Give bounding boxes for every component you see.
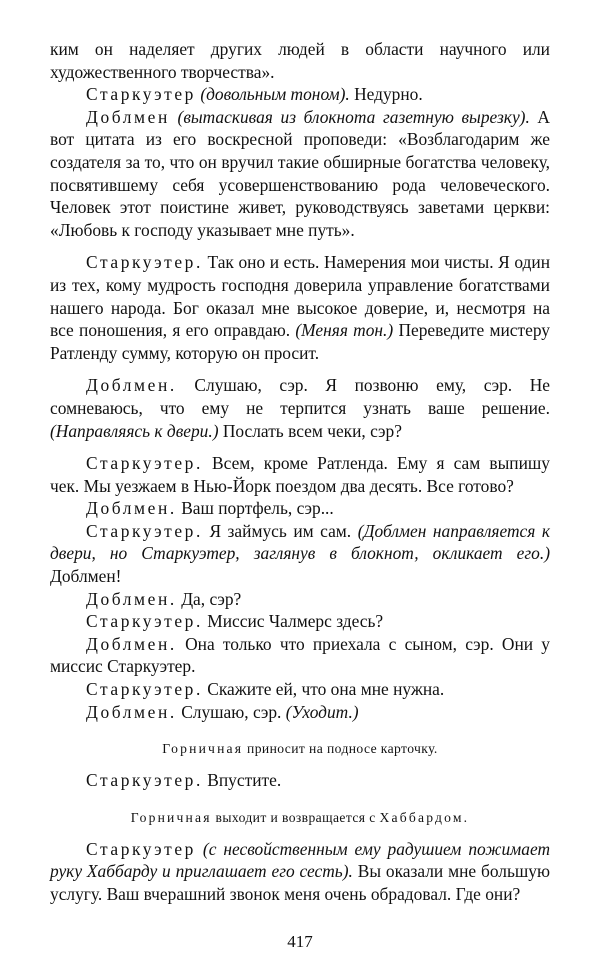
dialogue-paragraph xyxy=(50,769,550,792)
dialogue-paragraph xyxy=(50,38,550,83)
speaker-name: Доблмен. xyxy=(86,498,177,519)
stage-direction xyxy=(50,808,550,828)
dialogue-paragraph xyxy=(50,83,550,106)
dialogue-paragraph xyxy=(50,678,550,701)
dialogue-paragraph xyxy=(50,251,550,364)
line-text: Всем, кроме Ратленда. Ему я сам выпишу чек. Мы уезжаем в Нью-Йорк поездом два десять. Все готово? xyxy=(50,453,550,496)
line-text: Миссис Чалмерс здесь? xyxy=(202,611,384,632)
speaker-name: Старкуэтер. xyxy=(86,679,203,700)
speaker-name: Старкуэтер. xyxy=(86,520,203,541)
speaker-name: Доблмен. xyxy=(86,701,177,722)
line-text xyxy=(170,107,178,127)
line-text: ким он наделяет других людей в области научного или художественного творчества». xyxy=(50,39,550,82)
speaker-name: Старкуэтер. xyxy=(86,770,203,791)
character-name: Горничная xyxy=(162,741,244,757)
dialogue-paragraph xyxy=(50,106,550,242)
dialogue-paragraph xyxy=(50,838,550,906)
line-text: Слушаю, сэр. xyxy=(176,701,286,722)
line-text: выходит и возвращается с xyxy=(211,809,380,825)
dialogue-paragraph xyxy=(50,520,550,588)
stage-remark: (Направляясь к двери.) xyxy=(50,420,219,441)
stage-remark: (Уходит.) xyxy=(285,701,359,722)
line-text: Ваш портфель, сэр... xyxy=(176,498,334,519)
page-number: 417 xyxy=(287,932,313,951)
line-text: Недурно. xyxy=(349,84,423,105)
dialogue-paragraph xyxy=(50,452,550,497)
speaker-name: Доблмен. xyxy=(86,633,177,654)
speaker-name: Старкуэтер. xyxy=(86,252,203,273)
line-text: Впустите. xyxy=(202,770,282,791)
line-text: приносит на подносе карточку. xyxy=(243,741,438,757)
dialogue-paragraph xyxy=(50,497,550,520)
line-text: Я займусь им сам. xyxy=(202,520,358,541)
speaker-name: Доблмен. xyxy=(86,375,177,396)
line-text: Слушаю, сэр. Я позвоню ему, сэр. Не сомневаюсь, что ему не терпится узнать ваше решение. xyxy=(50,375,550,418)
line-text: Послать всем чеки, сэр? xyxy=(218,420,402,441)
dialogue-paragraph xyxy=(50,588,550,611)
stage-remark: (вытаскивая из блокнота газетную вырезку). xyxy=(177,106,530,127)
line-text: Она только что приехала с сыном, сэр. Они у миссис Старкуэтер. xyxy=(50,633,550,677)
speaker-name: Старкуэтер. xyxy=(86,611,203,632)
dialogue-paragraph xyxy=(50,610,550,633)
character-name: Горничная xyxy=(130,809,212,825)
dialogue-paragraph xyxy=(50,374,550,442)
stage-remark: (Меняя тон.) xyxy=(295,320,394,341)
page-text xyxy=(50,38,550,906)
stage-remark: (довольным тоном). xyxy=(200,84,350,105)
dialogue-paragraph xyxy=(50,701,550,724)
line-text: А вот цитата из его воскресной проповеди: «Возблагодарим же создателя за то, что он вручил такие обширные богатства человеку, посвятившему себя усовершенствованию рода человеческого. Человек этот поистине живет, руководствуясь заветами церкви: «Любовь к господу указывает мне путь». xyxy=(50,106,550,240)
stage-remark: (Доблмен направляется к двери, но Старкуэтер, заглянув в блокнот, окликает его.) xyxy=(50,520,550,564)
speaker-name: Старкуэтер xyxy=(86,84,196,105)
line-text: Так оно и есть. Намерения мои чисты. Я один из тех, кому мудрость господня доверила управление богатствами нашего народа. Бог оказал мне высокое доверие, и, несмотря на все поношения, я его оправдаю. xyxy=(50,252,550,341)
stage-direction xyxy=(50,739,550,759)
line-text: Вы оказали мне большую услугу. Ваш вчерашний звонок меня очень обрадовал. Где они? xyxy=(50,861,550,904)
line-text: Да, сэр? xyxy=(176,588,242,609)
character-name: Хаббардом. xyxy=(379,809,470,825)
line-text xyxy=(196,839,203,859)
line-text: Доблмен! xyxy=(50,566,122,587)
speaker-name: Доблмен. xyxy=(86,588,177,609)
speaker-name: Доблмен xyxy=(86,106,170,127)
speaker-name: Старкуэтер. xyxy=(86,453,203,474)
line-text: Скажите ей, что она мне нужна. xyxy=(202,679,445,700)
dialogue-paragraph xyxy=(50,633,550,678)
stage-remark: (с несвойственным ему радушием пожимает руку Хаббарду и приглашает его сесть). xyxy=(50,838,551,882)
line-text: Переведите мистеру Ратленду сумму, которую он просит. xyxy=(50,320,550,363)
speaker-name: Старкуэтер xyxy=(86,838,196,859)
